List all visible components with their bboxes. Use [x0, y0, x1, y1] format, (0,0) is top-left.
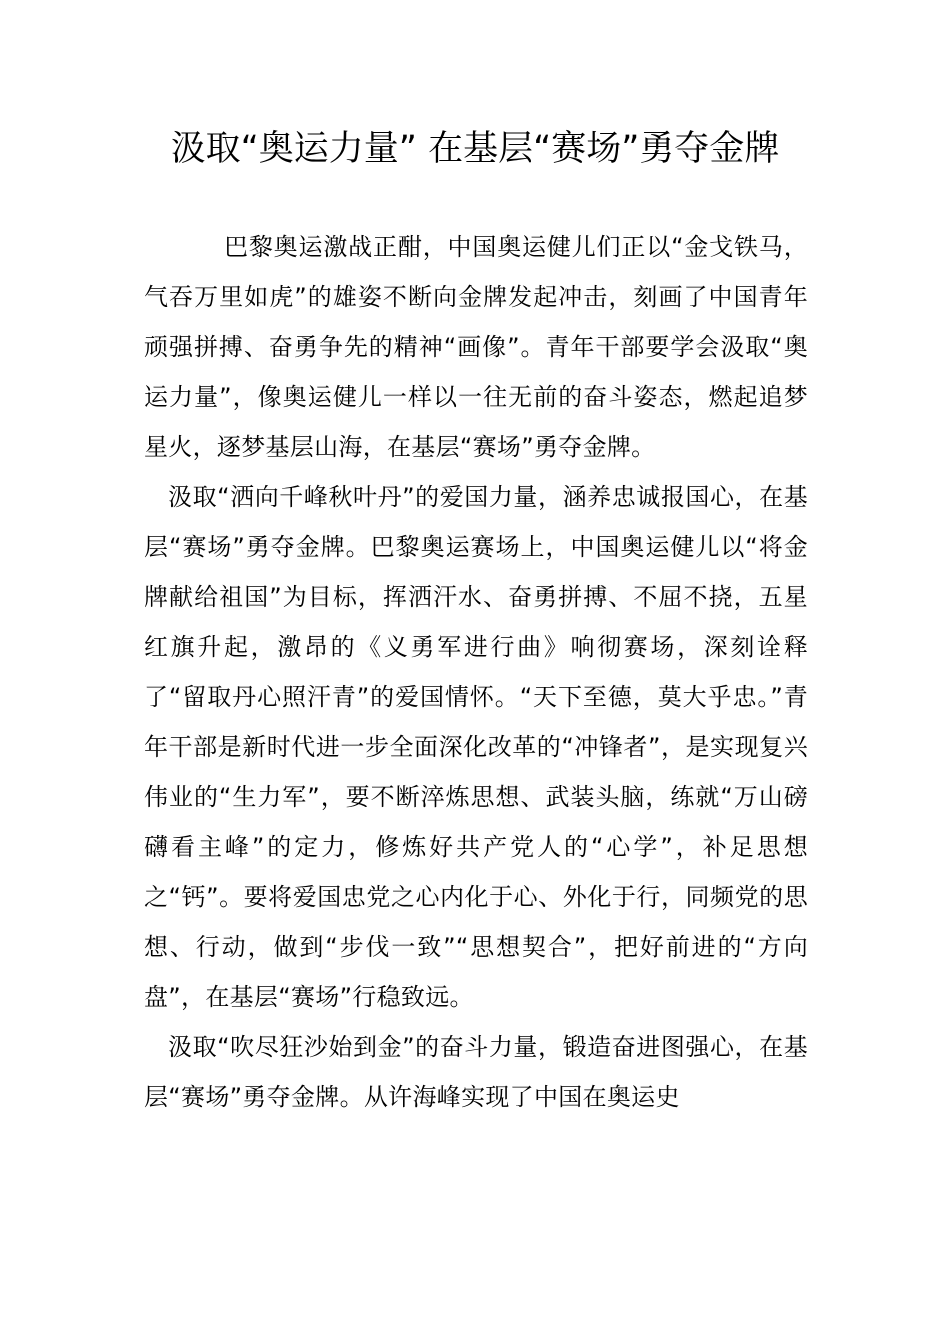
paragraph-intro: 巴黎奥运激战正酣，中国奥运健儿们正以“金戈铁马，气吞万里如虎”的雄姿不断向金牌发起冲击，刻画了中国青年顽强拼搏、奋勇争先的精神“画像”。青年干部要学会汲取“奥运力量”，像奥运健儿一样以一往无前的奋斗姿态，燃起追梦星火，逐梦基层山海，在基层“赛场”勇夺金牌。 — [144, 233, 809, 461]
paragraph-struggle: 汲取“吹尽狂沙始到金”的奋斗力量，锻造奋进图强心，在基层“赛场”勇夺金牌。从许海峰实现了中国在奥运史 — [144, 1033, 808, 1111]
document-title: 汲取“奥运力量” 在基层“赛场”勇夺金牌 — [170, 129, 780, 169]
paragraph-patriotism: 汲取“洒向千峰秋叶丹”的爱国力量，涵养忠诚报国心，在基层“赛场”勇夺金牌。巴黎奥运赛场上，中国奥运健儿以“将金牌献给祖国”为目标，挥洒汗水、奋勇拼搏、不屈不挠，五星红旗升起，激昂的《义勇军进行曲》响彻赛场，深刻诠释了“留取丹心照汗青”的爱国情怀。“天下至德，莫大乎忠。”青年干部是新时代进一步全面深化改革的“冲锋者”，是实现复兴伟业的“生力军”，要不断淬炼思想、武装头脑，练就“万山磅礴看主峰”的定力，修炼好共产党人的“心学”，补足思想之“钙”。要将爱国忠党之心内化于心、外化于行，同频党的思想、行动，做到“步伐一致”“思想契合”，把好前进的“方向盘”，在基层“赛场”行稳致远。 — [144, 483, 808, 1011]
document-body — [144, 222, 808, 1122]
